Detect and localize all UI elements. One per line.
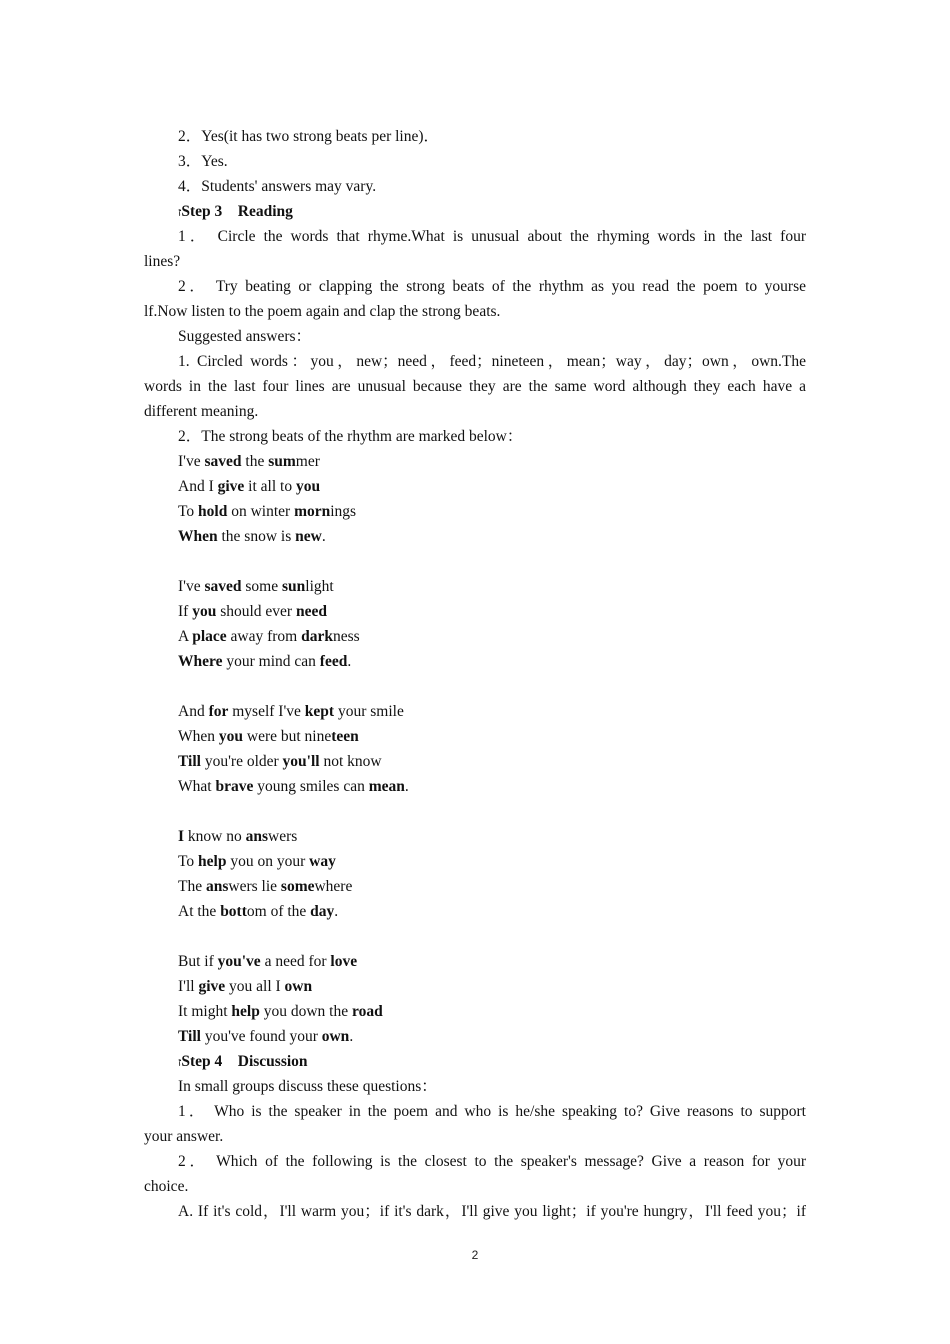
poem-line [144,824,806,849]
answer-line: 3．Yes. [178,153,228,170]
poem-line [144,999,806,1024]
poem-line [144,649,806,674]
stressed-syllable: you've [217,953,261,970]
poem-line [144,899,806,924]
poem-text: If [178,603,193,620]
poem-line [144,599,806,624]
poem-line [144,474,806,499]
stressed-syllable: own [284,978,313,995]
poem-text: And I [178,478,218,495]
step3-q2-line1: 2． Try beating or clapping the strong beats of the rhythm as you read the poem to yourse [178,278,806,295]
stanza-break [144,799,806,824]
answer-line: 2．Yes(it has two strong beats per line)． [178,128,440,145]
poem-text: young smiles can [253,778,369,795]
stressed-syllable: bott [220,903,247,920]
stressed-syllable: Till [178,1028,201,1045]
answer1-line2: words in the last four lines are unusual because they are the same word although they each have a [144,378,806,395]
stressed-syllable: some [280,878,315,895]
step4-q1-line1: 1． Who is the speaker in the poem and who is he/she speaking to? Give reasons to support [178,1103,806,1120]
poem-text: your smile [334,703,404,720]
stressed-syllable: day [310,903,335,920]
stressed-syllable: help [231,1003,260,1020]
step4-option-a: A. If it's cold，I'll warm you；if it's dark，I'll give you light；if you're hungry，I'll feed you；if [178,1203,806,1220]
poem-text: you on your [226,853,310,870]
answer1-line3: different meaning. [144,403,259,420]
poem-text: om of the [246,903,311,920]
poem-line [144,974,806,999]
poem-text: on winter [227,503,295,520]
stressed-syllable: feed [319,653,348,670]
poem-text: a need for [260,953,331,970]
poem-text: ings [330,503,357,520]
step4-title: Step 4 Discussion [181,1053,308,1070]
stressed-syllable: need [295,603,327,620]
poem-line [144,774,806,799]
stressed-syllable: teen [331,728,359,745]
poem-text: your mind can [222,653,320,670]
poem-line [144,874,806,899]
poem-text: it all to [244,478,296,495]
poem-text: And [178,703,209,720]
poem-text: What [178,778,216,795]
poem-text: wers [268,828,298,845]
step4-marker: ז [178,1055,182,1069]
stressed-syllable: place [192,628,227,645]
answer1-line1: 1. Circled words：you，new；need，feed；nineteen，mean；way，day；own，own.The [178,353,806,370]
poem-text: . [334,903,339,920]
poem-text: you down the [259,1003,352,1020]
stressed-syllable: sum [268,453,296,470]
poem-text: you all I [225,978,285,995]
stressed-syllable: kept [304,703,335,720]
poem-text: you're older [200,753,283,770]
answer2-line: 2．The strong beats of the rhythm are marked below： [178,428,523,445]
stressed-syllable: you [295,478,321,495]
step3-title: Step 3 Reading [181,203,293,220]
poem-line [144,724,806,749]
stressed-syllable: dark [301,628,333,645]
stressed-syllable: give [198,978,226,995]
stressed-syllable: road [351,1003,383,1020]
poem-text: mer [295,453,320,470]
stressed-syllable: When [178,528,218,545]
poem-line [144,1024,806,1049]
stressed-syllable: new [295,528,322,545]
poem-text: I've [178,453,205,470]
stressed-syllable: Till [178,753,201,770]
poem-line [144,749,806,774]
stressed-syllable: give [217,478,245,495]
stanza-break [144,549,806,574]
stressed-syllable: saved [204,578,242,595]
poem-text: where [314,878,353,895]
poem [144,449,806,1049]
stressed-syllable: Where [178,653,223,670]
stanza-break [144,674,806,699]
poem-text: should ever [216,603,296,620]
stressed-syllable: mean [368,778,405,795]
poem-text: It might [178,1003,232,1020]
poem-text: were but nine [243,728,332,745]
step3-q1-line2: lines? [144,253,181,270]
stressed-syllable: brave [215,778,254,795]
poem-text: . [321,528,326,545]
poem-text: . [349,1028,354,1045]
stanza-break [144,924,806,949]
poem-line [144,849,806,874]
suggested-answers-label: Suggested answers： [178,328,312,345]
page-number: 2 [471,1248,479,1262]
poem-line [144,499,806,524]
stressed-syllable: sun [281,578,306,595]
poem-text: The [178,878,206,895]
poem-text: When [178,728,219,745]
step4-intro: In small groups discuss these questions： [178,1078,437,1095]
poem-text: To [178,853,199,870]
poem-text: some [241,578,282,595]
poem-text: away from [226,628,302,645]
poem-text: know no [184,828,246,845]
poem-text: wers lie [228,878,281,895]
stressed-syllable: ans [245,828,269,845]
poem-text: . [404,778,409,795]
stressed-syllable: hold [198,503,228,520]
poem-text: you've found your [200,1028,322,1045]
stressed-syllable: you [218,728,244,745]
poem-text: light [305,578,334,595]
stressed-syllable: I [178,828,185,845]
poem-text: A [178,628,193,645]
poem-text: the [241,453,269,470]
step3-q1-line1: 1． Circle the words that rhyme.What is unusual about the rhyming words in the last four [178,228,806,245]
step4-q2-line1: 2． Which of the following is the closest to the speaker's message? Give a reason for your [178,1153,806,1170]
stressed-syllable: morn [294,503,331,520]
answer-line: 4．Students' answers may vary. [178,178,377,195]
poem-text: I've [178,578,205,595]
page-content [144,124,806,1224]
stressed-syllable: for [208,703,229,720]
stressed-syllable: you'll [282,753,320,770]
poem-line [144,949,806,974]
poem-text: ness [333,628,360,645]
step3-marker: ז [178,205,182,219]
stressed-syllable: you [192,603,217,620]
step3-heading [144,199,806,224]
poem-line [144,574,806,599]
stressed-syllable: ans [205,878,229,895]
poem-line [144,699,806,724]
poem-text: not know [319,753,382,770]
poem-text: I'll [178,978,199,995]
stressed-syllable: way [309,853,336,870]
poem-text: . [347,653,352,670]
stressed-syllable: own [321,1028,350,1045]
step4-q2-line2: choice. [144,1178,189,1195]
stressed-syllable: help [198,853,227,870]
stressed-syllable: love [330,953,358,970]
step4-q1-line2: your answer. [144,1128,224,1145]
poem-text: But if [178,953,218,970]
step4-heading [144,1049,806,1074]
poem-text: At the [178,903,221,920]
poem-line [144,449,806,474]
stressed-syllable: saved [204,453,242,470]
step3-q2-line2: lf.Now listen to the poem again and clap the strong beats. [144,303,501,320]
poem-text: the snow is [217,528,296,545]
poem-line [144,524,806,549]
poem-line [144,624,806,649]
poem-text: myself I've [228,703,305,720]
poem-text: To [178,503,199,520]
